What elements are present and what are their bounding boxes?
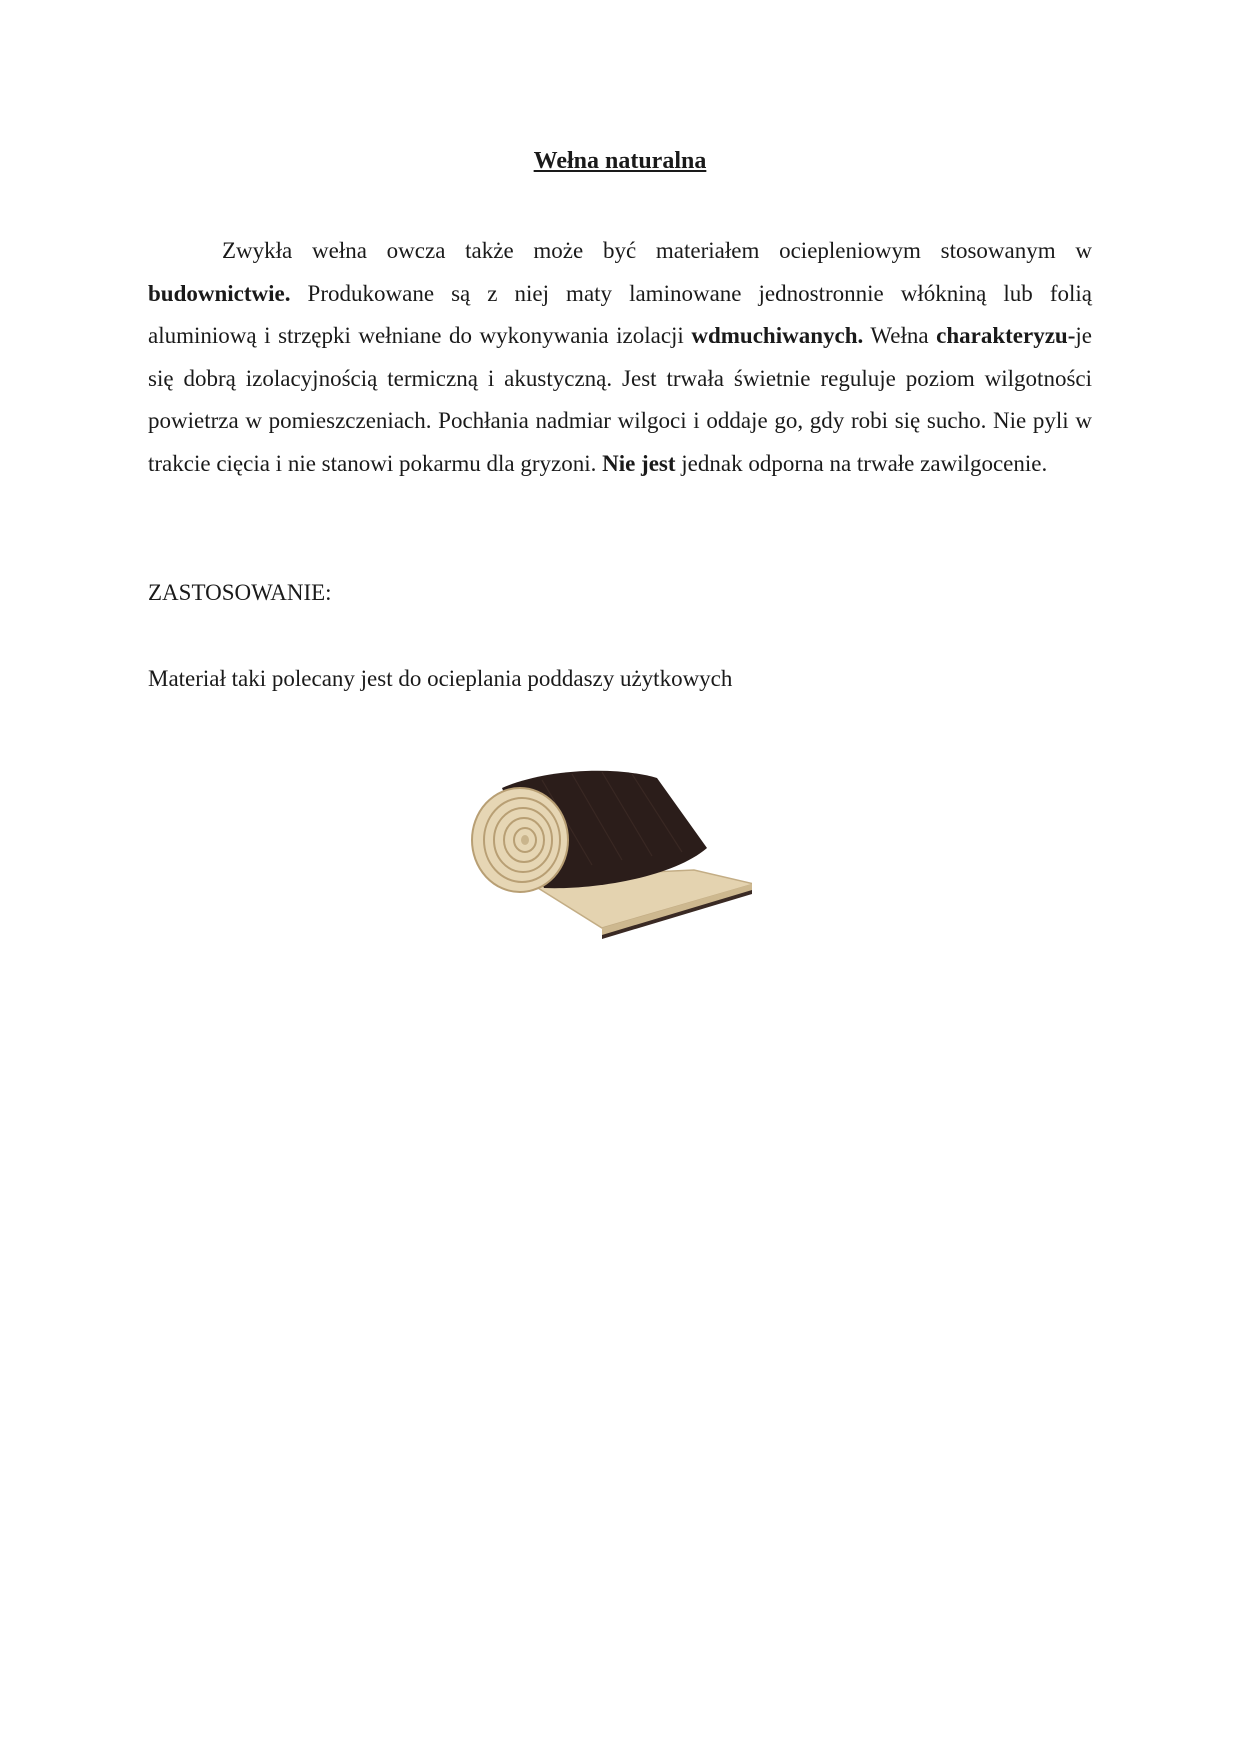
paragraph-emphasis-1: budownictwie. [148,280,291,306]
usage-text: Materiał taki polecany jest do ocieplania poddaszy użytkowych [148,666,733,691]
paragraph-part-3: Wełna [863,323,937,348]
wool-roll-image [462,760,752,940]
paragraph-text [148,230,1092,485]
paragraph-emphasis-4: Nie jest [602,450,676,476]
main-paragraph [148,230,1092,485]
section-heading-usage: ZASTOSOWANIE: [148,580,332,605]
page-title: Wełna naturalna [533,148,707,174]
paragraph-emphasis-3: charakteryzu- [936,323,1076,348]
paragraph-part-4: je się dobrą izolacyjnością termiczną i akustyczną. Jest trwała świetnie reguluje poziom wilgotności powietrza w pomieszczeniach. Pochłania nadmiar wilgoci i oddaje go, gdy robi się sucho. Nie pyli w trakcie cięcia i nie stanowi pokarmu dla gryzoni. [148,323,1092,476]
paragraph-part-5: jednak odporna na trwałe zawilgocenie. [675,450,1048,476]
wool-roll-spiral [472,788,568,892]
paragraph-emphasis-2: wdmuchiwanych. [691,323,864,348]
paragraph-part-1: Zwykła wełna owcza także może być materiałem ociepleniowym stosowanym w [222,238,1092,263]
paragraph-part-2: Produkowane są z niej maty laminowane jednostronnie włókniną lub folią aluminiową i strzępki wełniane do wykonywania izolacji [148,280,1092,348]
